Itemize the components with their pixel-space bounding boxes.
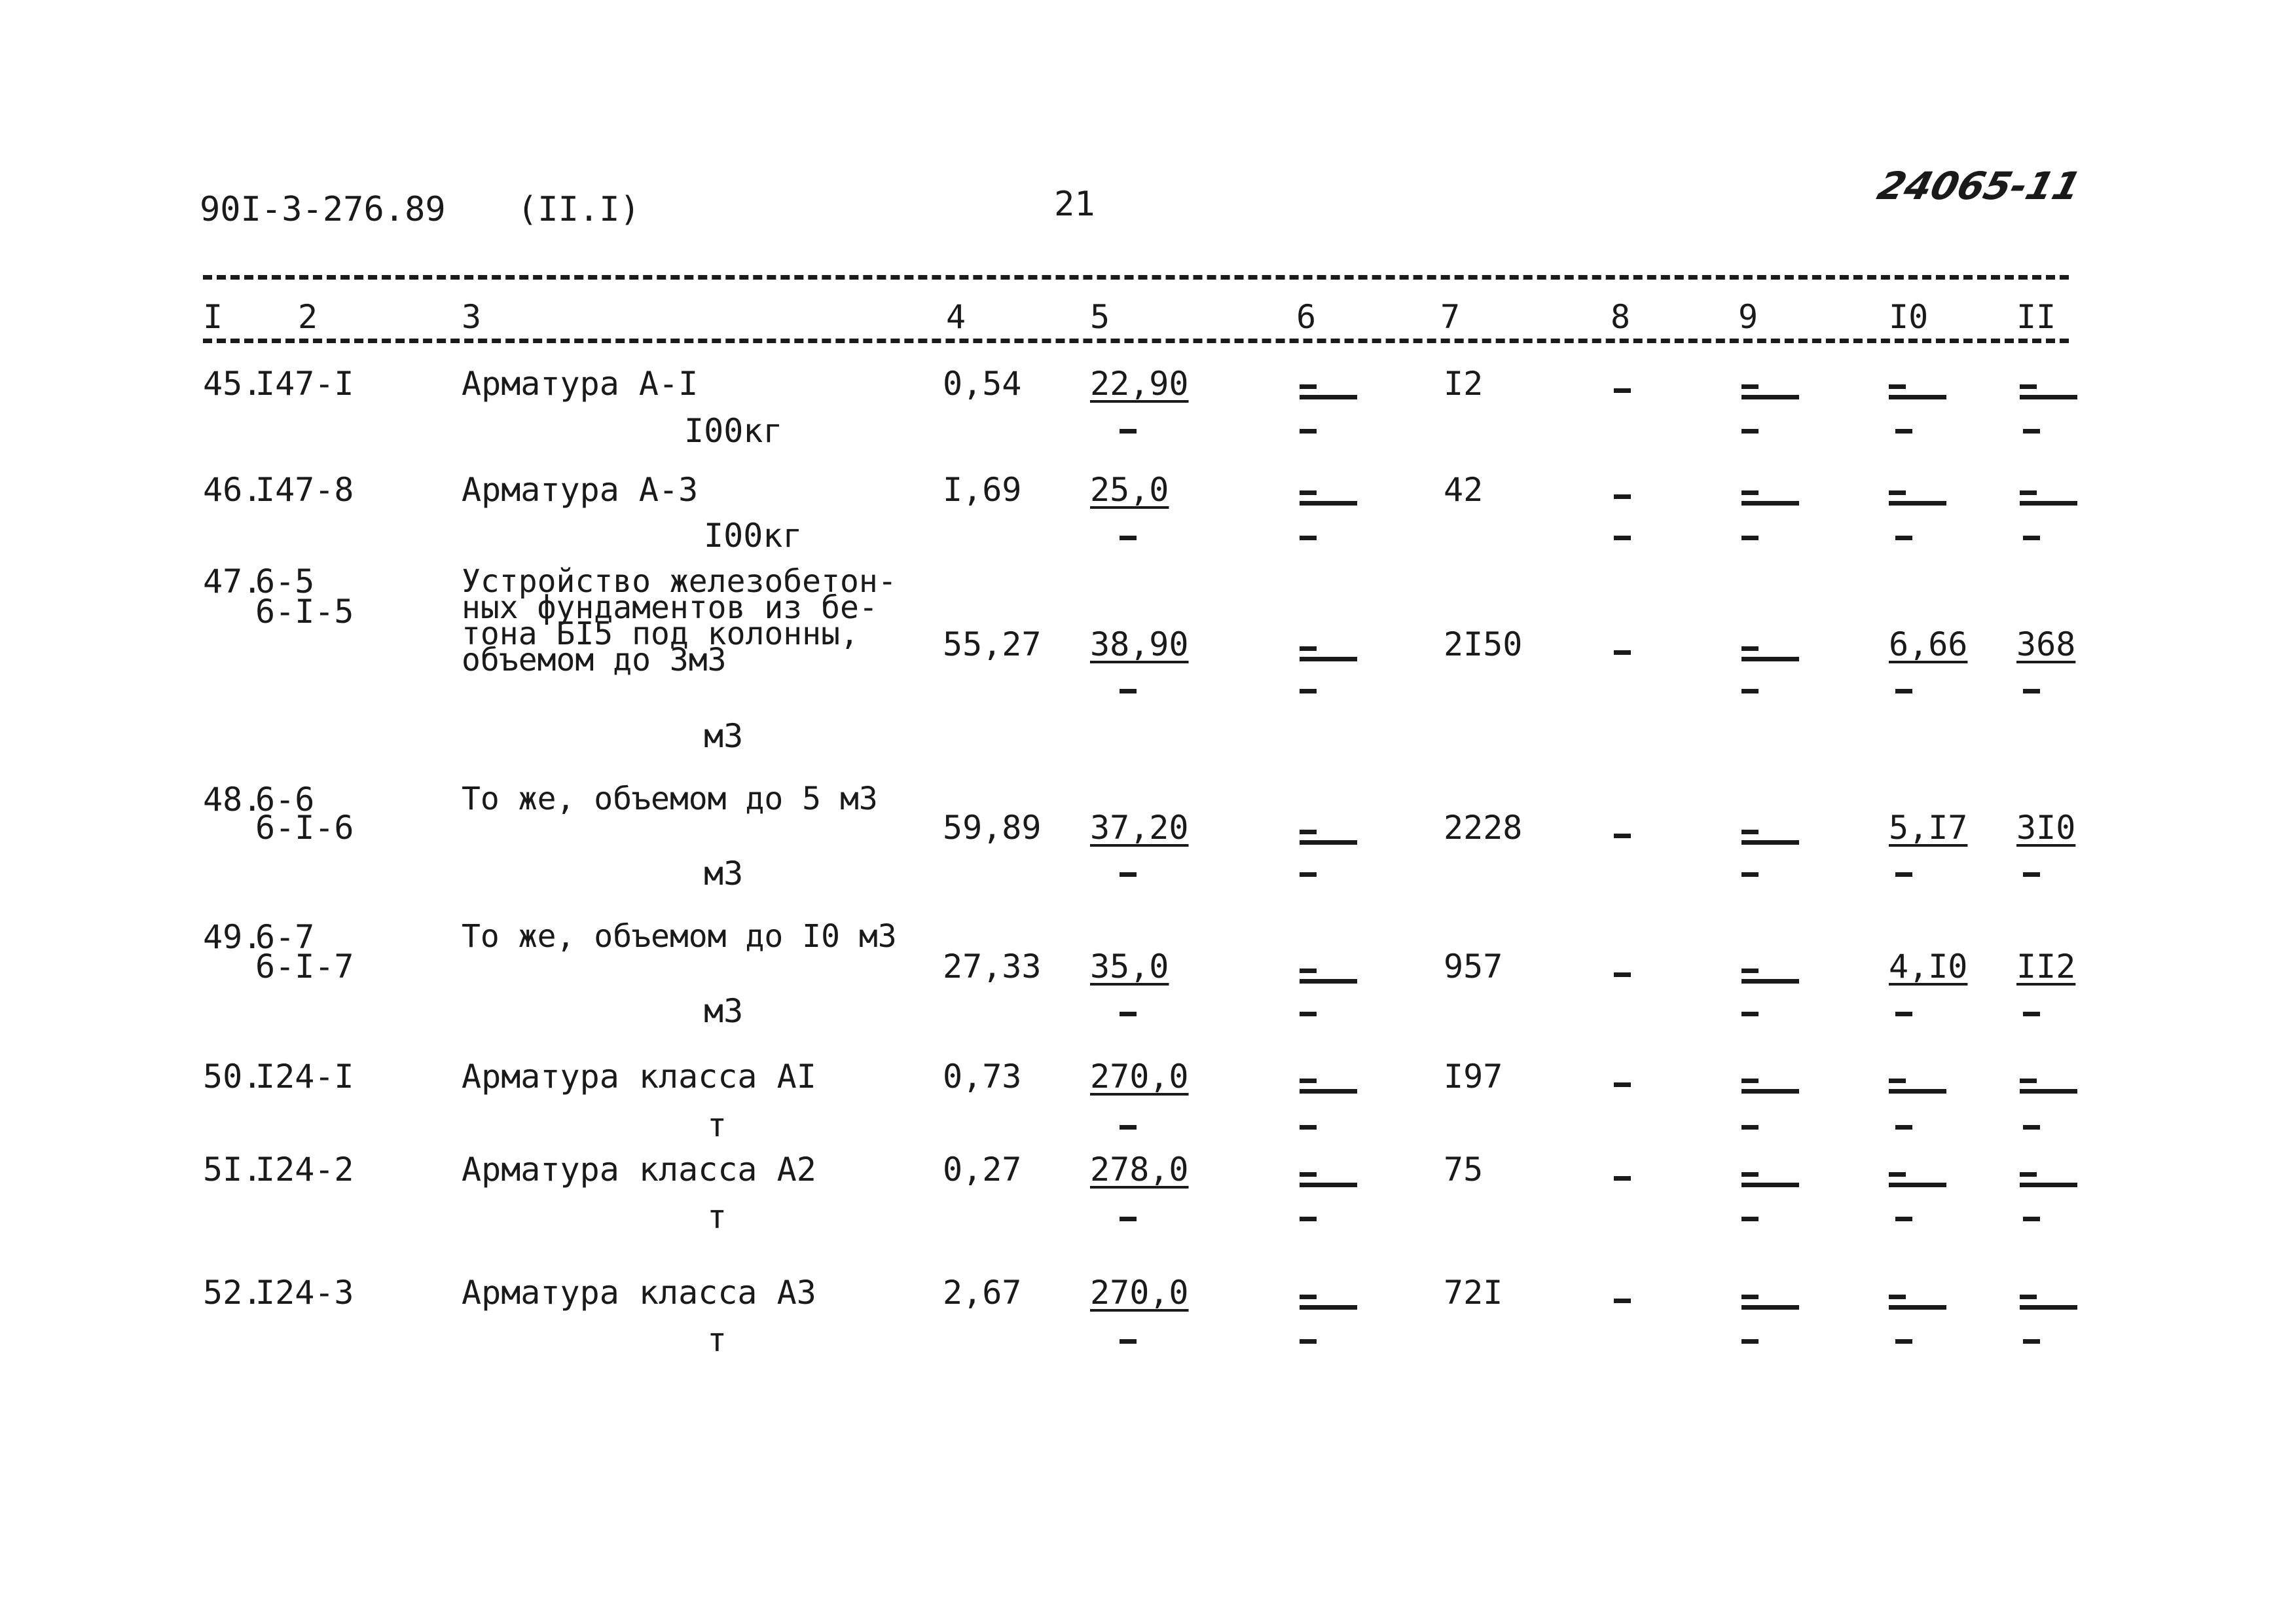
unit-of-measure: м3 — [704, 855, 744, 893]
labor-cost: 4,I0 — [1889, 948, 1968, 986]
rate-code-secondary: 6-I-5 — [255, 593, 354, 631]
empty-cell-dash — [1741, 1089, 1799, 1094]
rate-code: I24-3 — [255, 1274, 354, 1312]
empty-cell-dash — [1741, 384, 1758, 389]
empty-cell-dash — [2023, 689, 2040, 693]
work-description: Арматура класса А3 — [462, 1274, 816, 1312]
quantity: 0,73 — [943, 1058, 1022, 1096]
unit-cost: 278,0 — [1090, 1151, 1189, 1189]
unit-cost: 37,20 — [1090, 809, 1189, 847]
unit-of-measure: т — [707, 1106, 727, 1144]
empty-cell-dash — [1889, 1089, 1946, 1094]
rate-code-secondary: 6-I-6 — [255, 809, 354, 847]
empty-cell-dash — [1741, 1012, 1758, 1016]
empty-cell-dash — [1895, 1217, 1912, 1221]
empty-cell-dash — [1895, 1125, 1912, 1130]
quantity: 59,89 — [943, 809, 1042, 847]
empty-cell-dash — [1120, 872, 1137, 877]
empty-cell-dash — [2023, 1125, 2040, 1130]
empty-cell-dash — [1614, 388, 1631, 393]
empty-cell-dash — [1889, 1172, 1906, 1177]
work-description: Арматура А-3 — [462, 471, 699, 509]
empty-cell-dash — [1300, 429, 1317, 434]
row-number: 52. — [203, 1274, 263, 1312]
empty-cell-dash — [1614, 536, 1631, 540]
unit-of-measure: I00кг — [704, 517, 803, 555]
empty-cell-dash — [1300, 646, 1317, 651]
work-description: Устройство железобетон-ных фундаментов из бе-тона БI5 под колонны, объемом до 3м3 — [462, 563, 897, 678]
work-description: То же, объемом до 5 м3 — [462, 781, 878, 817]
empty-cell-dash — [1614, 972, 1631, 977]
empty-cell-dash — [2023, 872, 2040, 877]
empty-cell-dash — [1895, 1339, 1912, 1344]
empty-cell-dash — [1741, 395, 1799, 399]
page-number: 21 — [1054, 185, 1095, 224]
header-bottom-rule — [203, 339, 2069, 343]
empty-cell-dash — [1889, 501, 1946, 506]
empty-cell-dash — [1120, 536, 1137, 540]
empty-cell-dash — [2020, 1089, 2077, 1094]
empty-cell-dash — [2020, 490, 2037, 495]
empty-cell-dash — [1614, 1299, 1631, 1303]
empty-cell-dash — [1889, 490, 1906, 495]
empty-cell-dash — [1889, 1079, 1906, 1083]
quantity: 0,54 — [943, 365, 1022, 403]
empty-cell-dash — [1895, 1012, 1912, 1016]
document-code: 90I-3-276.89 — [200, 190, 446, 229]
quantity: 0,27 — [943, 1151, 1022, 1189]
column-header: 3 — [462, 298, 482, 336]
rate-code: 6-7 — [255, 918, 315, 956]
header-top-rule — [203, 275, 2069, 280]
empty-cell-dash — [1300, 490, 1317, 495]
empty-cell-dash — [2020, 1305, 2077, 1310]
quantity: 55,27 — [943, 625, 1042, 663]
quantity: 2,67 — [943, 1274, 1022, 1312]
work-description: Арматура А-I — [462, 365, 699, 403]
empty-cell-dash — [1741, 1339, 1758, 1344]
rate-code: I24-I — [255, 1058, 354, 1096]
empty-cell-dash — [1300, 1339, 1317, 1344]
empty-cell-dash — [1300, 1079, 1317, 1083]
total-cost: I2 — [1444, 365, 1484, 403]
total-cost: 42 — [1444, 471, 1484, 509]
empty-cell-dash — [1300, 1183, 1357, 1187]
column-header: II — [2016, 298, 2056, 336]
empty-cell-dash — [1300, 1089, 1357, 1094]
empty-cell-dash — [2020, 1295, 2037, 1299]
total-cost: I97 — [1444, 1058, 1503, 1096]
empty-cell-dash — [1741, 830, 1758, 834]
empty-cell-dash — [1300, 1295, 1317, 1299]
empty-cell-dash — [1741, 501, 1799, 506]
empty-cell-dash — [1614, 1176, 1631, 1181]
empty-cell-dash — [1741, 840, 1799, 845]
quantity: 27,33 — [943, 948, 1042, 986]
empty-cell-dash — [1741, 429, 1758, 434]
empty-cell-dash — [2020, 1079, 2037, 1083]
total-cost: 75 — [1444, 1151, 1484, 1189]
work-description: Арматура класса А2 — [462, 1151, 816, 1189]
empty-cell-dash — [1120, 689, 1137, 693]
rate-code: I47-I — [255, 365, 354, 403]
unit-of-measure: т — [707, 1321, 727, 1359]
unit-of-measure: т — [707, 1198, 727, 1236]
labor-total: 3I0 — [2016, 809, 2076, 847]
empty-cell-dash — [1120, 1012, 1137, 1016]
column-header: 4 — [946, 298, 966, 336]
empty-cell-dash — [1120, 1125, 1137, 1130]
empty-cell-dash — [1614, 650, 1631, 655]
empty-cell-dash — [1300, 840, 1357, 845]
labor-cost: 5,I7 — [1889, 809, 1968, 847]
total-cost: 2228 — [1444, 809, 1523, 847]
archive-number-handwritten: 24065-11 — [1872, 164, 2086, 208]
empty-cell-dash — [1741, 872, 1758, 877]
empty-cell-dash — [1300, 1217, 1317, 1221]
unit-cost: 270,0 — [1090, 1058, 1189, 1096]
rate-code: 6-5 — [255, 563, 315, 600]
column-header: 6 — [1296, 298, 1317, 336]
empty-cell-dash — [2020, 1172, 2037, 1177]
rate-code: I47-8 — [255, 471, 354, 509]
empty-cell-dash — [2023, 429, 2040, 434]
empty-cell-dash — [1741, 490, 1758, 495]
column-header: 5 — [1090, 298, 1110, 336]
empty-cell-dash — [2023, 1012, 2040, 1016]
row-number: 50. — [203, 1058, 263, 1096]
empty-cell-dash — [1614, 1082, 1631, 1087]
empty-cell-dash — [1889, 384, 1906, 389]
section-number: (II.I) — [517, 190, 640, 229]
unit-of-measure: м3 — [704, 992, 744, 1030]
empty-cell-dash — [2020, 501, 2077, 506]
labor-total: II2 — [2016, 948, 2076, 986]
empty-cell-dash — [1895, 536, 1912, 540]
empty-cell-dash — [1741, 1079, 1758, 1083]
empty-cell-dash — [1741, 1183, 1799, 1187]
empty-cell-dash — [1741, 689, 1758, 693]
labor-cost: 6,66 — [1889, 625, 1968, 663]
unit-cost: 270,0 — [1090, 1274, 1189, 1312]
work-description: Арматура класса АI — [462, 1058, 816, 1096]
quantity: I,69 — [943, 471, 1022, 509]
empty-cell-dash — [1741, 536, 1758, 540]
empty-cell-dash — [1300, 395, 1357, 399]
empty-cell-dash — [1300, 501, 1357, 506]
empty-cell-dash — [1300, 1305, 1357, 1310]
column-header: I — [203, 298, 223, 336]
empty-cell-dash — [1741, 969, 1758, 973]
empty-cell-dash — [2020, 1183, 2077, 1187]
empty-cell-dash — [1120, 1217, 1137, 1221]
empty-cell-dash — [1741, 1295, 1758, 1299]
empty-cell-dash — [2020, 384, 2037, 389]
total-cost: 957 — [1444, 948, 1503, 986]
empty-cell-dash — [1741, 1125, 1758, 1130]
column-header: I0 — [1889, 298, 1929, 336]
row-number: 46. — [203, 471, 263, 509]
empty-cell-dash — [1300, 1012, 1317, 1016]
empty-cell-dash — [1889, 395, 1946, 399]
empty-cell-dash — [1300, 689, 1317, 693]
unit-of-measure: I00кг — [684, 412, 783, 450]
empty-cell-dash — [2020, 395, 2077, 399]
empty-cell-dash — [1895, 689, 1912, 693]
empty-cell-dash — [1614, 834, 1631, 838]
empty-cell-dash — [1120, 429, 1137, 434]
row-number: 49. — [203, 918, 263, 956]
empty-cell-dash — [2023, 536, 2040, 540]
empty-cell-dash — [1741, 1305, 1799, 1310]
empty-cell-dash — [1300, 830, 1317, 834]
empty-cell-dash — [1300, 1125, 1317, 1130]
empty-cell-dash — [1895, 429, 1912, 434]
empty-cell-dash — [1741, 657, 1799, 661]
empty-cell-dash — [1300, 969, 1317, 973]
work-description: То же, объемом до I0 м3 — [462, 918, 897, 955]
unit-cost: 25,0 — [1090, 471, 1169, 509]
unit-cost: 35,0 — [1090, 948, 1169, 986]
unit-cost: 38,90 — [1090, 625, 1189, 663]
row-number: 47. — [203, 563, 263, 600]
empty-cell-dash — [1614, 494, 1631, 499]
unit-of-measure: м3 — [704, 717, 744, 755]
empty-cell-dash — [1741, 1217, 1758, 1221]
empty-cell-dash — [1120, 1339, 1137, 1344]
column-header: 7 — [1440, 298, 1461, 336]
row-number: 48. — [203, 781, 263, 819]
empty-cell-dash — [1895, 872, 1912, 877]
empty-cell-dash — [1741, 979, 1799, 984]
empty-cell-dash — [1741, 1172, 1758, 1177]
empty-cell-dash — [1889, 1305, 1946, 1310]
row-number: 5I. — [203, 1151, 263, 1189]
rate-code-secondary: 6-I-7 — [255, 948, 354, 986]
empty-cell-dash — [1300, 979, 1357, 984]
empty-cell-dash — [1889, 1295, 1906, 1299]
rate-code: I24-2 — [255, 1151, 354, 1189]
empty-cell-dash — [1889, 1183, 1946, 1187]
empty-cell-dash — [1300, 384, 1317, 389]
labor-total: 368 — [2016, 625, 2076, 663]
rate-code: 6-6 — [255, 781, 315, 819]
empty-cell-dash — [1741, 646, 1758, 651]
column-header: 8 — [1611, 298, 1631, 336]
column-header: 2 — [298, 298, 318, 336]
total-cost: 72I — [1444, 1274, 1503, 1312]
empty-cell-dash — [1300, 657, 1357, 661]
empty-cell-dash — [1300, 872, 1317, 877]
unit-cost: 22,90 — [1090, 365, 1189, 403]
column-header: 9 — [1738, 298, 1758, 336]
total-cost: 2I50 — [1444, 625, 1523, 663]
row-number: 45. — [203, 365, 263, 403]
empty-cell-dash — [2023, 1339, 2040, 1344]
empty-cell-dash — [1300, 1172, 1317, 1177]
empty-cell-dash — [1300, 536, 1317, 540]
empty-cell-dash — [2023, 1217, 2040, 1221]
